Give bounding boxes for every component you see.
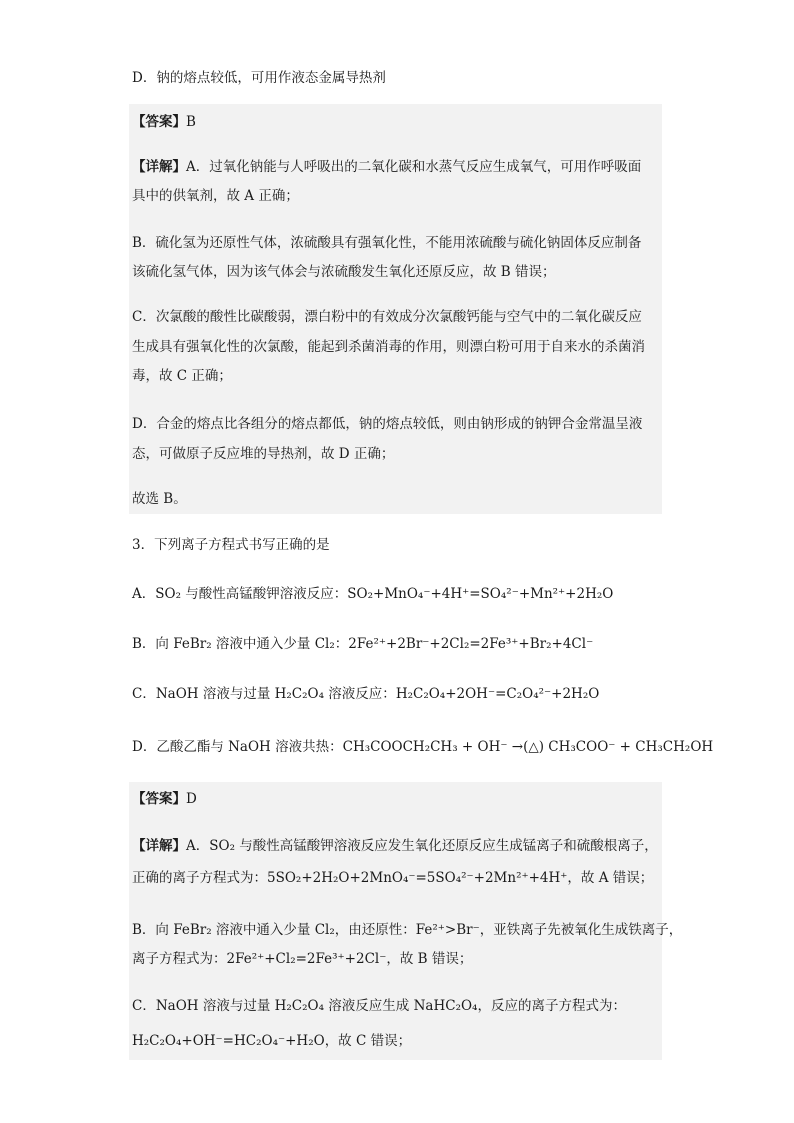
equation: SO₂+MnO₄⁻+4H⁺=SO₄²⁻+Mn²⁺+2H₂O bbox=[347, 586, 614, 602]
equation: 5SO₂+2H₂O+2MnO₄⁻=5SO₄²⁻+2Mn²⁺+4H⁺ bbox=[267, 870, 568, 886]
equation: H₂C₂O₄+OH⁻=HC₂O₄⁻+H₂O bbox=[132, 1033, 325, 1049]
equation: CH₃COOCH₂CH₃ + OH⁻ →(△) CH₃COO⁻ + CH₃CH₂OH bbox=[342, 739, 714, 755]
q3-explain-b-line1: B．向 FeBr₂ 溶液中通入少量 Cl₂，由还原性：Fe²⁺>Br⁻，亚铁离子先被氧化生成铁离子， bbox=[132, 922, 683, 938]
q3-explain-a-line2: 正确的离子方程式为：5SO₂+2H₂O+2MnO₄⁻=5SO₄²⁻+2Mn²⁺+4H⁺，故 A 错误； bbox=[132, 870, 654, 886]
q3-explain-b-line2: 离子方程式为：2Fe²⁺+Cl₂=2Fe³⁺+2Cl⁻，故 B 错误； bbox=[132, 951, 473, 967]
explain-label: 【详解】 bbox=[132, 838, 186, 854]
q2-explain-c-line1: C．次氯酸的酸性比碳酸弱，漂白粉中的有效成分次氯酸钙能与空气中的二氧化碳反应 bbox=[132, 309, 642, 325]
q2-explain-c-line3: 毒，故 C 正确； bbox=[132, 368, 232, 384]
q3-option-b: B．向 FeBr₂ 溶液中通入少量 Cl₂：2Fe²⁺+2Br⁻+2Cl₂=2Fe³⁺+Br₂+4Cl⁻ bbox=[132, 636, 594, 652]
equation: 2Fe²⁺+Cl₂=2Fe³⁺+2Cl⁻ bbox=[226, 951, 387, 967]
q2-explain-b-line2: 该硫化氢气体，因为该气体会与浓硫酸发生氧化还原反应，故 B 错误； bbox=[132, 264, 556, 280]
q2-conclusion: 故选 B。 bbox=[132, 491, 187, 507]
equation: 2Fe²⁺+2Br⁻+2Cl₂=2Fe³⁺+Br₂+4Cl⁻ bbox=[348, 636, 594, 652]
explain-label: 【详解】 bbox=[132, 159, 186, 175]
answer-label: 【答案】 bbox=[132, 114, 186, 130]
q3-stem: 3．下列离子方程式书写正确的是 bbox=[132, 537, 330, 553]
q2-explain-d-line1: D．合金的熔点比各组分的熔点都低，钠的熔点较低，则由钠形成的钠钾合金常温呈液 bbox=[132, 416, 643, 432]
q3-explain-c-line2: H₂C₂O₄+OH⁻=HC₂O₄⁻+H₂O，故 C 错误； bbox=[132, 1033, 412, 1049]
q2-explain-d-line2: 态，可做原子反应堆的导热剂，故 D 正确； bbox=[132, 446, 395, 462]
q3-answer bbox=[132, 789, 197, 809]
answer-value: D bbox=[186, 791, 197, 807]
q3-option-c: C．NaOH 溶液与过量 H₂C₂O₄ 溶液反应：H₂C₂O₄+2OH⁻=C₂O₄²⁻+2H₂O bbox=[132, 686, 600, 702]
equation: H₂C₂O₄+2OH⁻=C₂O₄²⁻+2H₂O bbox=[395, 686, 600, 702]
q2-explain-a-line1: 【详解】A．过氧化钠能与人呼吸出的二氧化碳和水蒸气反应生成氧气，可用作呼吸面 bbox=[132, 159, 642, 175]
q2-explain-b-line1: B．硫化氢为还原性气体，浓硫酸具有强氧化性，不能用浓硫酸与硫化钠固体反应制备 bbox=[132, 235, 642, 251]
q2-explain-c-line2: 生成具有强氧化性的次氯酸，能起到杀菌消毒的作用，则漂白粉可用于自来水的杀菌消 bbox=[132, 339, 645, 355]
q3-explain-c-line1: C．NaOH 溶液与过量 H₂C₂O₄ 溶液反应生成 NaHC₂O₄，反应的离子方程式为： bbox=[132, 998, 626, 1014]
answer-value: B bbox=[186, 114, 196, 130]
q2-answer bbox=[132, 112, 196, 132]
q3-option-a: A．SO₂ 与酸性高锰酸钾溶液反应：SO₂+MnO₄⁻+4H⁺=SO₄²⁻+Mn²⁺+2H₂O bbox=[132, 586, 614, 602]
prev-option-d: D．钠的熔点较低，可用作液态金属导热剂 bbox=[132, 70, 386, 86]
q2-explain-a-line2: 具中的供氧剂，故 A 正确； bbox=[132, 188, 299, 204]
q3-explain-a-line1: 【详解】A．SO₂ 与酸性高锰酸钾溶液反应发生氧化还原反应生成锰离子和硫酸根离子， bbox=[132, 838, 658, 854]
q3-option-d: D．乙酸乙酯与 NaOH 溶液共热：CH₃COOCH₂CH₃ + OH⁻ →(△) CH₃COO⁻ + CH₃CH₂OH bbox=[132, 739, 714, 755]
answer-label: 【答案】 bbox=[132, 791, 186, 807]
